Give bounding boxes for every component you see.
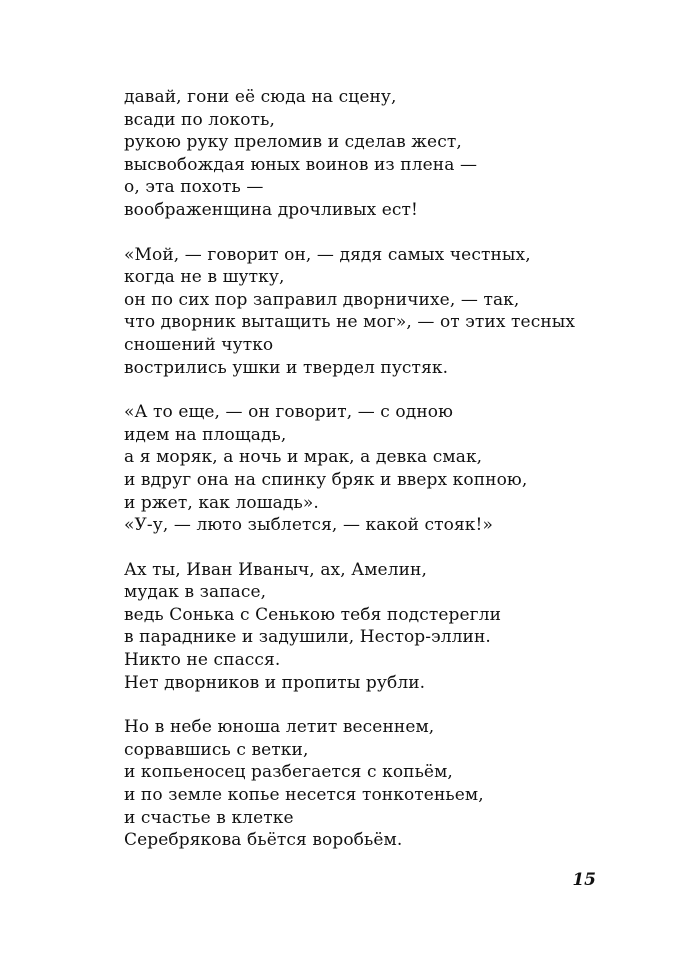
poem-line: Никто не спасся. [124,650,281,671]
poem-line: Нет дворников и пропиты рубли. [124,672,426,693]
poem-line: в параднике и задушили, Нестор-эллин. [124,627,491,648]
poem-line: рукою руку преломив и сделав жест, [124,132,462,153]
poem-line: Ах ты, Иван Иваныч, ах, Амелин, [124,559,427,580]
stanza-2 [124,244,644,380]
poem-line: воображенщина дрочливых ест! [124,199,418,220]
poem-line: и вдруг она на спинку бряк и вверх копною, [124,469,528,490]
page-number: 15 [572,870,596,890]
poem-line: и копьеносец разбегается с копьём, [124,762,453,783]
stanza-3 [124,401,644,537]
poem-line: сорвавшись с ветки, [124,739,309,760]
poem-line: о, эта похоть — [124,177,264,198]
stanza-1 [124,86,644,222]
poem-line: и счастье в клетке [124,807,294,828]
poem-line: когда не в шутку, [124,267,285,288]
poem-line: «Мой, — говорит он, — дядя самых честных, [124,244,531,265]
poem-line: Серебрякова бьётся воробьём. [124,830,403,851]
stanza-5 [124,716,644,852]
stanza-4 [124,559,644,695]
poem-text [124,86,644,874]
poem-line: и по земле копье несется тонкотеньем, [124,785,484,806]
poem-line: «А то еще, — он говорит, — с одною [124,402,453,423]
poem-line: «У-у, — люто зыблется, — какой стояк!» [124,515,493,536]
poem-line: и ржет, как лошадь». [124,492,319,513]
poem-line: он по сих пор заправил дворничихе, — так, [124,289,520,310]
poem-line: идем на площадь, [124,424,287,445]
poem-line: мудак в запасе, [124,582,267,603]
poem-line: Но в небе юноша летит весеннем, [124,717,435,738]
poem-line: что дворник вытащить не мог», — от этих тесных [124,312,576,333]
poem-line: высвобождая юных воинов из плена — [124,154,478,175]
poem-line: а я моряк, а ночь и мрак, а девка смак, [124,447,483,468]
poem-line: давай, гони её сюда на сцену, [124,87,397,107]
poem-line: сношений чутко [124,334,274,355]
poem-line: ведь Сонька с Сенькою тебя подстерегли [124,604,502,625]
poem-line: вострились ушки и твердел пустяк. [124,357,449,378]
poem-line: всади по локоть, [124,109,275,130]
